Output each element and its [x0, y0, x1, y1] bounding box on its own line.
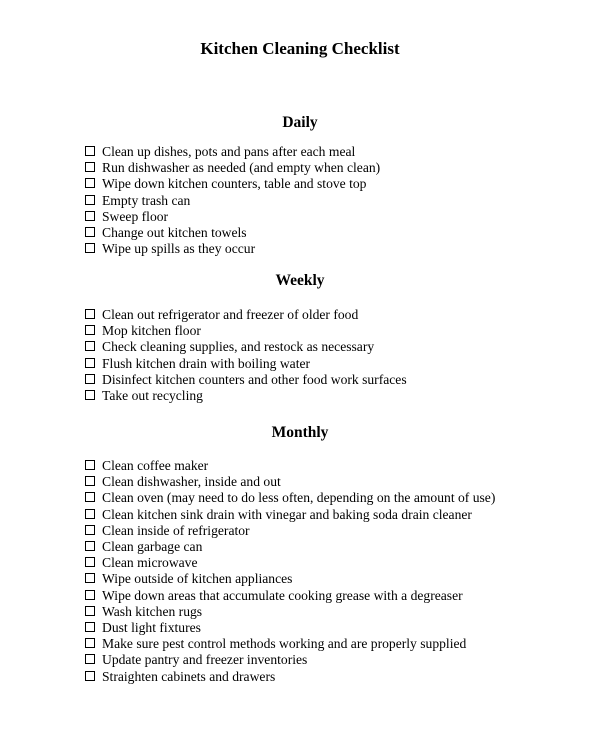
checklist-item [85, 636, 495, 652]
checkbox[interactable] [85, 390, 95, 400]
checklist-item [85, 668, 495, 684]
checklist-item [85, 555, 495, 571]
checkbox[interactable] [85, 622, 95, 632]
checkbox[interactable] [85, 309, 95, 319]
checkbox[interactable] [85, 654, 95, 664]
checklist-item-label: Flush kitchen drain with boiling water [102, 355, 311, 371]
checkbox[interactable] [85, 638, 95, 648]
checklist-item-label: Run dishwasher as needed (and empty when clean) [102, 160, 381, 176]
checklist-item [85, 356, 407, 372]
checklist-item-label: Clean out refrigerator and freezer of older food [102, 307, 359, 323]
checklist-item [85, 474, 495, 490]
checkbox[interactable] [85, 509, 95, 519]
checklist-item [85, 339, 407, 355]
checkbox[interactable] [85, 606, 95, 616]
checkbox[interactable] [85, 358, 95, 368]
checklist-item-label: Clean dishwasher, inside and out [102, 474, 281, 490]
checklist-item [85, 588, 495, 604]
checklist-item [85, 209, 380, 225]
section-heading-weekly: Weekly [275, 272, 325, 289]
checklist-item [85, 458, 495, 474]
checklist-item-label: Take out recycling [102, 388, 203, 404]
checklist-item-label: Change out kitchen towels [102, 225, 247, 241]
checklist-item [85, 193, 380, 209]
checklist-item-label: Make sure pest control methods working and are properly supplied [102, 636, 467, 652]
checkbox[interactable] [85, 492, 95, 502]
checkbox[interactable] [85, 525, 95, 535]
checklist-item [85, 160, 380, 176]
checklist-item [85, 307, 407, 323]
checklist-item-label: Wash kitchen rugs [102, 603, 203, 619]
checkbox[interactable] [85, 476, 95, 486]
checklist-item-label: Wipe outside of kitchen appliances [102, 571, 293, 587]
checklist-item [85, 523, 495, 539]
checklist-item [85, 241, 380, 257]
checklist-item [85, 388, 407, 404]
checkbox[interactable] [85, 178, 95, 188]
checklist-item-label: Update pantry and freezer inventories [102, 652, 308, 668]
checklist-item [85, 323, 407, 339]
checklist-monthly [85, 458, 495, 685]
checklist-item [85, 225, 380, 241]
section-heading-monthly: Monthly [271, 424, 329, 441]
checklist-daily [85, 144, 380, 257]
checklist-item [85, 652, 495, 668]
checklist-item [85, 144, 380, 160]
checklist-item-label: Clean garbage can [102, 539, 203, 555]
section-heading-daily: Daily [282, 114, 318, 131]
checklist-item [85, 620, 495, 636]
checklist-item-label: Sweep floor [102, 208, 169, 224]
checklist-item-label: Clean microwave [102, 555, 198, 571]
checkbox[interactable] [85, 573, 95, 583]
checklist-item-label: Clean kitchen sink drain with vinegar and baking soda drain cleaner [102, 506, 472, 522]
checklist-item-label: Dust light fixtures [102, 619, 201, 635]
checkbox[interactable] [85, 227, 95, 237]
checklist-item-label: Mop kitchen floor [102, 323, 201, 339]
checklist-item-label: Wipe up spills as they occur [102, 241, 256, 257]
checkbox[interactable] [85, 325, 95, 335]
checklist-item [85, 507, 495, 523]
checkbox[interactable] [85, 374, 95, 384]
checklist-item-label: Disinfect kitchen counters and other food work surfaces [102, 371, 407, 387]
checklist-item [85, 176, 380, 192]
checkbox[interactable] [85, 341, 95, 351]
checklist-item-label: Clean inside of refrigerator [102, 522, 250, 538]
checklist-weekly [85, 307, 407, 404]
checkbox[interactable] [85, 243, 95, 253]
checklist-item-label: Wipe down kitchen counters, table and stove top [102, 176, 367, 192]
checkbox[interactable] [85, 146, 95, 156]
checklist-item [85, 539, 495, 555]
checklist-item-label: Clean coffee maker [102, 458, 209, 474]
checklist-item [85, 604, 495, 620]
checklist-item-label: Check cleaning supplies, and restock as necessary [102, 339, 375, 355]
checkbox[interactable] [85, 460, 95, 470]
checklist-item-label: Clean up dishes, pots and pans after each meal [102, 144, 356, 160]
checklist-item-label: Straighten cabinets and drawers [102, 668, 276, 684]
checkbox[interactable] [85, 671, 95, 681]
checkbox[interactable] [85, 541, 95, 551]
checkbox[interactable] [85, 211, 95, 221]
checklist-item [85, 372, 407, 388]
checklist-item [85, 571, 495, 587]
checkbox[interactable] [85, 195, 95, 205]
checkbox[interactable] [85, 162, 95, 172]
checklist-item-label: Empty trash can [102, 192, 191, 208]
checklist-item-label: Wipe down areas that accumulate cooking grease with a degreaser [102, 587, 463, 603]
checkbox[interactable] [85, 590, 95, 600]
checklist-item-label: Clean oven (may need to do less often, depending on the amount of use) [102, 490, 496, 506]
checkbox[interactable] [85, 557, 95, 567]
page-title: Kitchen Cleaning Checklist [200, 39, 400, 58]
checklist-item [85, 490, 495, 506]
